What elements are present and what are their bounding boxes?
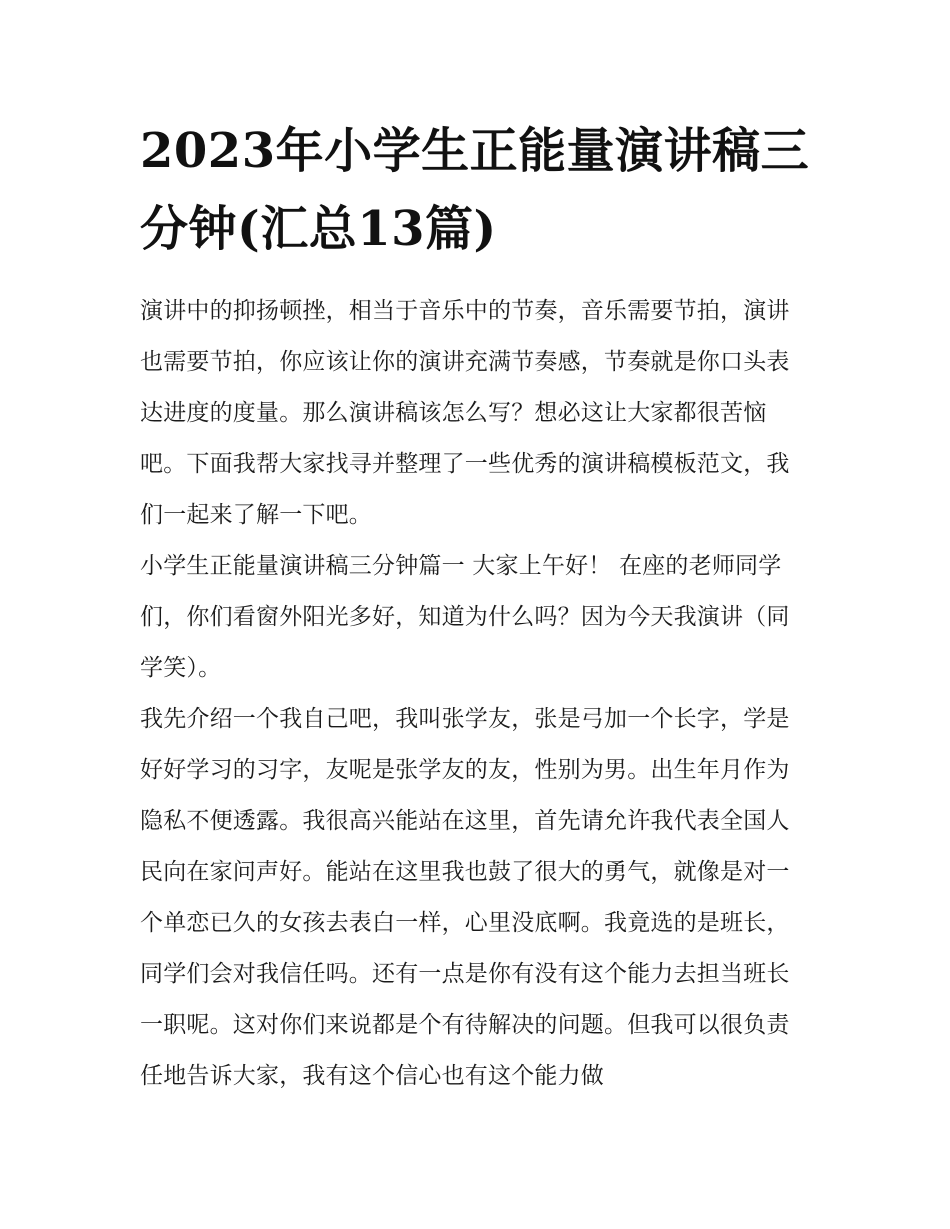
speech-opening-paragraph: 小学生正能量演讲稿三分钟篇一 大家上午好！ 在座的老师同学们，你们看窗外阳光多好，知道为什么吗？因为今天我演讲（同学笑）。 <box>140 553 790 681</box>
intro-paragraph: 演讲中的抑扬顿挫，相当于音乐中的节奏，音乐需要节拍，演讲也需要节拍，你应该让你的演讲充满节奏感，节奏就是你口头表达进度的度量。那么演讲稿该怎么写？想必这让大家都很苦恼吧。下面我帮大家找寻并整理了一些优秀的演讲稿模板范文，我们一起来了解一下吧。 <box>140 298 790 528</box>
self-introduction-paragraph: 我先介绍一个我自己吧，我叫张学友，张是弓加一个长字，学是好好学习的习字，友呢是张学友的友，性别为男。出生年月作为隐私不便透露。我很高兴能站在这里，首先请允许我代表全国人民向在家问声好。能站在这里我也鼓了很大的勇气，就像是对一个单恋已久的女孩去表白一样，心里没底啊。我竟选的是班长，同学们会对我信任吗。还有一点是你有没有这个能力去担当班长一职呢。这对你们来说都是个有待解决的问题。但我可以很负责任地告诉大家，我有这个信心也有这个能力做 <box>140 706 790 1089</box>
document-title: 2023年小学生正能量演讲稿三分钟(汇总13篇) <box>140 123 810 257</box>
document-content <box>140 112 812 1102</box>
